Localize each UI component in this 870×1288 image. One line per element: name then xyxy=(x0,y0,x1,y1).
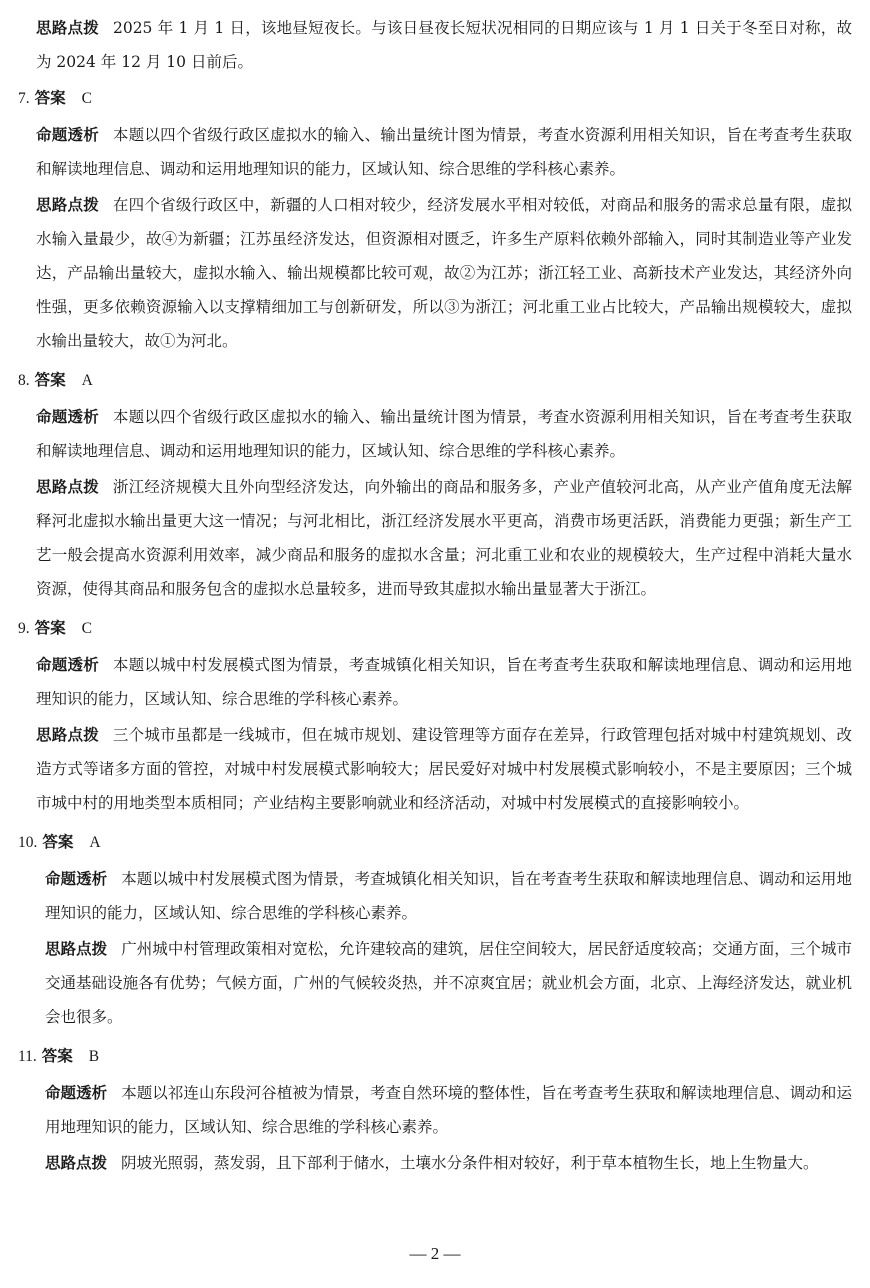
answer-value: C xyxy=(81,90,92,107)
proposition-label: 命题透析 xyxy=(36,408,99,426)
proposition-label: 命题透析 xyxy=(36,656,99,674)
proposition-text: 本题以城中村发展模式图为情景，考查城镇化相关知识，旨在考查考生获取和解读地理信息、调动和运用地理知识的能力，区域认知、综合思维的学科核心素养。 xyxy=(45,870,852,922)
proposition-label: 命题透析 xyxy=(36,126,99,144)
q11-proposition xyxy=(18,1076,852,1144)
question-number: 7. xyxy=(18,90,30,107)
analysis-label: 思路点拨 xyxy=(36,726,99,744)
proposition-text: 本题以四个省级行政区虚拟水的输入、输出量统计图为情景，考查水资源利用相关知识，旨在考查考生获取和解读地理信息、调动和运用地理知识的能力，区域认知、综合思维的学科核心素养。 xyxy=(36,408,852,460)
analysis-label: 思路点拨 xyxy=(36,478,99,496)
analysis-label: 思路点拨 xyxy=(36,196,99,214)
analysis-text: 浙江经济规模大且外向型经济发达，向外输出的商品和服务多，产业产值较河北高，从产业产值角度无法解释河北虚拟水输出量更大这一情况；与河北相比，浙江经济发展水平更高，消费市场更活跃，消费能力更强；新生产工艺一般会提高水资源利用效率，减少商品和服务的虚拟水含量；河北重工业和农业的规模较大，生产过程中消耗大量水资源，使得其商品和服务包含的虚拟水总量较多，进而导致其虚拟水输出量显著大于浙江。 xyxy=(36,478,852,598)
answer-label: 答案 xyxy=(34,619,66,637)
q7-answer-line xyxy=(18,81,852,116)
proposition-label: 命题透析 xyxy=(45,1084,108,1102)
q10-answer-line xyxy=(18,825,852,860)
analysis-text: 阴坡光照弱，蒸发弱，且下部利于储水，土壤水分条件相对较好，利于草本植物生长，地上生物量大。 xyxy=(121,1154,819,1172)
q11-analysis xyxy=(18,1146,852,1180)
proposition-label: 命题透析 xyxy=(45,870,108,888)
analysis-label: 思路点拨 xyxy=(45,1154,108,1172)
proposition-text: 本题以祁连山东段河谷植被为情景，考查自然环境的整体性，旨在考查考生获取和解读地理信息、调动和运用地理知识的能力，区域认知、综合思维的学科核心素养。 xyxy=(45,1084,852,1136)
question-number: 10. xyxy=(18,834,38,851)
q9-proposition xyxy=(18,648,852,716)
answer-value: A xyxy=(89,834,101,851)
question-number: 8. xyxy=(18,372,30,389)
analysis-text: 三个城市虽都是一线城市，但在城市规划、建设管理等方面存在差异，行政管理包括对城中村建筑规划、改造方式等诸多方面的管控，对城中村发展模式影响较大；居民爱好对城中村发展模式影响较小，不是主要原因；三个城市城中村的用地类型本质相同；产业结构主要影响就业和经济活动，对城中村发展模式的直接影响较小。 xyxy=(36,726,852,812)
q10-proposition xyxy=(18,862,852,930)
answer-value: B xyxy=(88,1048,100,1065)
analysis-label: 思路点拨 xyxy=(45,940,108,958)
question-number: 9. xyxy=(18,620,30,637)
question-number: 11. xyxy=(18,1048,37,1065)
proposition-text: 本题以四个省级行政区虚拟水的输入、输出量统计图为情景，考查水资源利用相关知识，旨在考查考生获取和解读地理信息、调动和运用地理知识的能力，区域认知、综合思维的学科核心素养。 xyxy=(36,126,852,178)
q8-proposition xyxy=(18,400,852,468)
answer-value: C xyxy=(81,620,92,637)
proposition-text: 本题以城中村发展模式图为情景，考查城镇化相关知识，旨在考查考生获取和解读地理信息、调动和运用地理知识的能力，区域认知、综合思维的学科核心素养。 xyxy=(36,656,852,708)
analysis-text: 广州城中村管理政策相对宽松，允许建较高的建筑，居住空间较大，居民舒适度较高；交通方面，三个城市交通基础设施各有优势；气候方面，广州的气候较炎热，并不凉爽宜居；就业机会方面，北京、上海经济发达，就业机会也很多。 xyxy=(45,940,852,1026)
analysis-text: 在四个省级行政区中，新疆的人口相对较少，经济发展水平相对较低，对商品和服务的需求总量有限，虚拟水输入量最少，故④为新疆；江苏虽经济发达，但资源相对匮乏，许多生产原料依赖外部输入，同时其制造业等产业发达，产品输出量较大，虚拟水输入、输出规模都比较可观，故②为江苏；浙江轻工业、高新技术产业发达，其经济外向性强，更多依赖资源输入以支撑精细加工与创新研发，所以③为浙江；河北重工业占比较大，产品输出规模较大，虚拟水输出量较大，故①为河北。 xyxy=(36,196,852,350)
q7-analysis xyxy=(18,188,852,358)
page-number: — 2 — xyxy=(409,1244,461,1263)
answer-value: A xyxy=(81,372,93,389)
answer-label: 答案 xyxy=(34,89,66,107)
answer-label: 答案 xyxy=(41,1047,73,1065)
answer-label: 答案 xyxy=(34,371,66,389)
q11-answer-line xyxy=(18,1039,852,1074)
q9-analysis xyxy=(18,718,852,820)
q8-answer-line xyxy=(18,363,852,398)
answer-label: 答案 xyxy=(42,833,74,851)
analysis-label: 思路点拨 xyxy=(36,19,99,37)
q9-answer-line xyxy=(18,611,852,646)
q7-proposition xyxy=(18,118,852,186)
q10-analysis xyxy=(18,932,852,1034)
q6-analysis xyxy=(18,11,852,79)
analysis-text: 2025 年 1 月 1 日，该地昼短夜长。与该日昼夜长短状况相同的日期应该与 1 月 1 日关于冬至日对称，故为 2024 年 12 月 10 日前后。 xyxy=(36,19,852,71)
q8-analysis xyxy=(18,470,852,606)
